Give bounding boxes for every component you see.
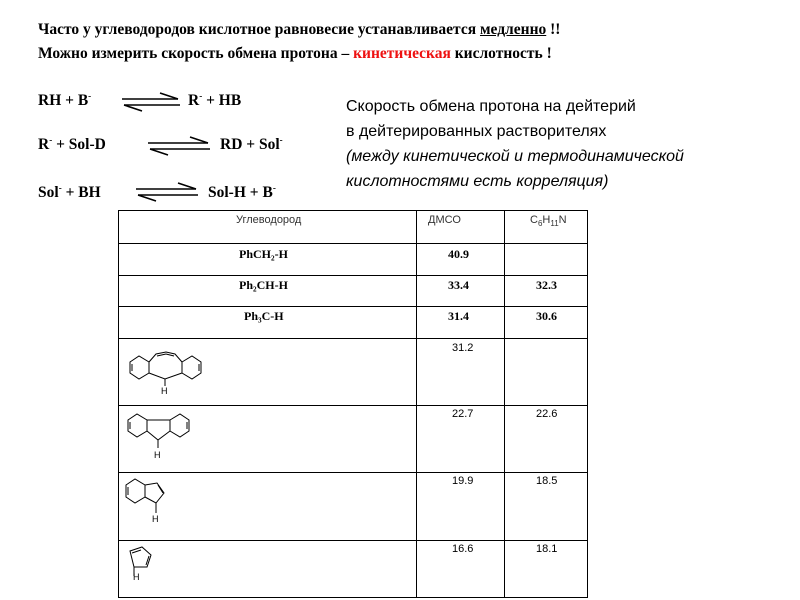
hdr-c: C <box>530 214 538 226</box>
note-line-1: Скорость обмена протона на дейтерий <box>346 98 636 115</box>
table-rule <box>118 597 588 598</box>
eq3-right-text: Sol-H + B <box>208 184 273 201</box>
note-line-4: кислотностями есть корреляция) <box>346 173 609 190</box>
table-rule <box>118 275 588 276</box>
h-label: H <box>161 386 168 396</box>
equation-3-left <box>38 184 101 202</box>
pka-table <box>118 210 588 598</box>
equilibrium-arrow-icon <box>120 92 182 112</box>
compound-label: PhCH₂-H <box>239 247 288 261</box>
eq1-left-charge: - <box>88 90 92 101</box>
equation-2-left <box>38 136 106 154</box>
heading-red-word: кинетическая <box>353 45 451 62</box>
table-col-rule <box>504 210 505 598</box>
note-line-3: (между кинетической и термодинамической <box>346 148 684 165</box>
table-rule <box>118 540 588 541</box>
c6h11n-value: 22.6 <box>536 408 558 420</box>
c6h11n-value: 18.5 <box>536 475 558 487</box>
table-rule <box>118 306 588 307</box>
h-label: H <box>152 514 159 524</box>
eq3-left-text: Sol <box>38 184 59 201</box>
eq3-left-charge: - <box>58 182 62 193</box>
eq2-left-charge: - <box>49 134 53 145</box>
heading-line-2 <box>38 45 552 63</box>
table-rule <box>118 210 588 211</box>
eq2-right-charge: - <box>279 134 283 145</box>
h-label: H <box>154 450 161 460</box>
cyclopentadiene-structure-icon <box>122 543 162 583</box>
table-col-rule <box>587 210 588 598</box>
heading-underlined-word: медленно <box>479 21 547 38</box>
hdr-h: H <box>542 214 551 226</box>
eq1-right-charge: - <box>199 90 203 101</box>
eq1-right-text: R <box>188 92 200 109</box>
dmso-value: 19.9 <box>452 475 474 487</box>
dmso-value: 31.4 <box>448 309 469 323</box>
heading-line-2-text: Можно измерить скорость обмена протона – <box>38 45 354 62</box>
equilibrium-arrow-icon <box>134 182 200 202</box>
heading-line-2-tail: кислотность ! <box>450 45 552 62</box>
compound-label: Ph₃C-H <box>244 309 284 323</box>
table-col-rule <box>118 210 119 598</box>
equation-1-left <box>38 92 91 110</box>
eq1-right-tail: + HB <box>202 92 242 109</box>
dmso-value: 40.9 <box>448 247 469 261</box>
header-dmso: ДМСО <box>428 214 461 226</box>
equation-1-right <box>188 92 241 110</box>
hdr-sub11: 11 <box>550 219 559 229</box>
c6h11n-value: 32.3 <box>536 278 557 292</box>
equilibrium-arrow-icon <box>146 136 212 156</box>
eq1-left-text: RH + B <box>38 92 89 109</box>
table-rule <box>118 338 588 339</box>
hdr-sub6: 6 <box>537 219 543 229</box>
heading-line-1-text: Часто у углеводородов кислотное равновесие устанавливается <box>38 21 480 38</box>
h-label: H <box>133 572 140 582</box>
compound-label: Ph₂CH-H <box>239 278 288 292</box>
note-line-2: в дейтерированных растворителях <box>346 123 607 140</box>
dmso-value: 33.4 <box>448 278 469 292</box>
dmso-value: 16.6 <box>452 543 474 555</box>
equation-3-right <box>208 184 276 202</box>
eq2-right-text: RD + Sol <box>220 136 280 153</box>
eq2-left-text: R <box>38 136 50 153</box>
c6h11n-value: 18.1 <box>536 543 558 555</box>
eq3-right-charge: - <box>272 182 276 193</box>
table-rule <box>118 472 588 473</box>
hdr-n: N <box>558 214 567 226</box>
eq3-left-tail: + BH <box>61 184 101 201</box>
heading-line-1 <box>38 21 560 39</box>
dmso-value: 31.2 <box>452 342 474 354</box>
table-rule <box>118 243 588 244</box>
fluorene-structure-icon <box>122 408 202 458</box>
c6h11n-value: 30.6 <box>536 309 557 323</box>
table-rule <box>118 405 588 406</box>
equation-2-right <box>220 136 283 154</box>
header-c6h11n <box>530 214 567 228</box>
dmso-value: 22.7 <box>452 408 474 420</box>
eq2-left-tail: + Sol-D <box>52 136 106 153</box>
table-col-rule <box>416 210 417 598</box>
heading-line-1-tail: !! <box>546 21 561 38</box>
header-hydrocarbon: Углеводород <box>236 214 302 226</box>
